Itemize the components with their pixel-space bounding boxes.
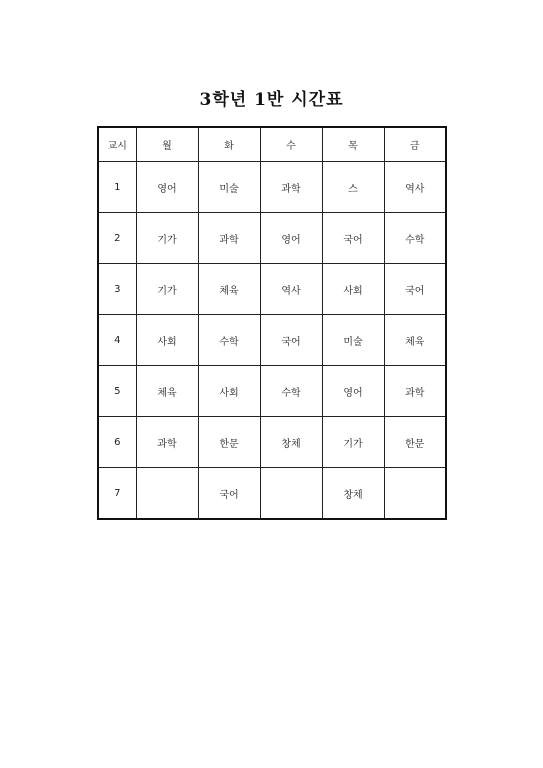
table-cell: 국어 xyxy=(260,315,322,366)
page-title: 3학년 1반 시간표 xyxy=(199,90,344,110)
table-cell: 사회 xyxy=(136,315,198,366)
table-cell: 영어 xyxy=(136,162,198,213)
table-cell: 기가 xyxy=(136,264,198,315)
table-cell: 기가 xyxy=(322,417,384,468)
table-row xyxy=(98,162,446,213)
table-row xyxy=(98,468,446,520)
period-number: 2 xyxy=(98,213,136,264)
table-cell: 역사 xyxy=(260,264,322,315)
table-cell: 창체 xyxy=(322,468,384,520)
period-number: 6 xyxy=(98,417,136,468)
table-cell: 국어 xyxy=(384,264,446,315)
table-cell: 과학 xyxy=(260,162,322,213)
table-row xyxy=(98,417,446,468)
table-cell: 창체 xyxy=(260,417,322,468)
table-cell: 과학 xyxy=(136,417,198,468)
period-number: 7 xyxy=(98,468,136,520)
table-cell: 수학 xyxy=(198,315,260,366)
table-cell: 한문 xyxy=(198,417,260,468)
table-cell: 과학 xyxy=(198,213,260,264)
table-cell xyxy=(260,468,322,520)
table-cell: 미술 xyxy=(322,315,384,366)
table-cell xyxy=(136,468,198,520)
table-cell: 역사 xyxy=(384,162,446,213)
table-cell: 체육 xyxy=(384,315,446,366)
header-row xyxy=(98,127,446,162)
table-cell: 국어 xyxy=(198,468,260,520)
table-row xyxy=(98,213,446,264)
header-fri: 금 xyxy=(384,127,446,162)
period-number: 5 xyxy=(98,366,136,417)
table-cell: 스 xyxy=(322,162,384,213)
timetable xyxy=(97,126,447,520)
table-cell: 체육 xyxy=(136,366,198,417)
period-number: 4 xyxy=(98,315,136,366)
header-period: 교시 xyxy=(98,127,136,162)
header-tue: 화 xyxy=(198,127,260,162)
table-cell: 사회 xyxy=(198,366,260,417)
table-row xyxy=(98,264,446,315)
table-cell: 한문 xyxy=(384,417,446,468)
table-row xyxy=(98,366,446,417)
table-cell: 미술 xyxy=(198,162,260,213)
period-number: 3 xyxy=(98,264,136,315)
table-row xyxy=(98,315,446,366)
table-cell: 기가 xyxy=(136,213,198,264)
period-number: 1 xyxy=(98,162,136,213)
header-thu: 목 xyxy=(322,127,384,162)
table-cell: 영어 xyxy=(322,366,384,417)
table-cell xyxy=(384,468,446,520)
header-mon: 월 xyxy=(136,127,198,162)
table-cell: 과학 xyxy=(384,366,446,417)
table-cell: 수학 xyxy=(384,213,446,264)
header-wed: 수 xyxy=(260,127,322,162)
table-cell: 사회 xyxy=(322,264,384,315)
table-cell: 수학 xyxy=(260,366,322,417)
table-cell: 체육 xyxy=(198,264,260,315)
table-cell: 영어 xyxy=(260,213,322,264)
table-cell: 국어 xyxy=(322,213,384,264)
